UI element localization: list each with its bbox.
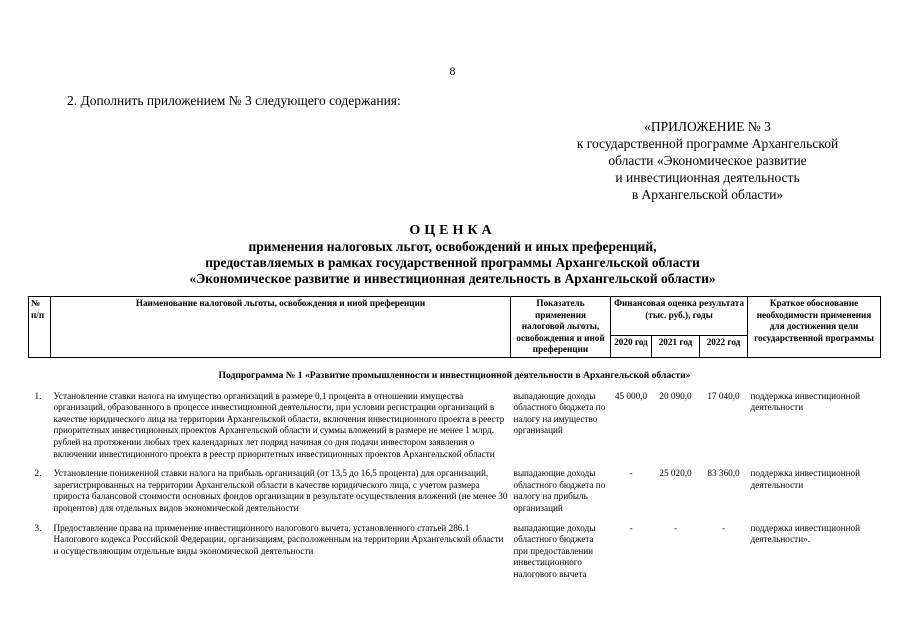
title-line: применения налоговых льгот, освобождений и иных преференций, <box>248 239 657 254</box>
row-value-2020: 45 000,0 <box>614 390 648 401</box>
intro-text: 2. Дополнить приложением № 3 следующего содержания: <box>67 93 401 108</box>
row-number: 2. <box>34 468 42 479</box>
row-value-2020: - <box>629 522 633 533</box>
row-value-2022: 17 040,0 <box>707 390 740 401</box>
table-row <box>29 467 881 521</box>
row-value-2021: - <box>673 522 678 533</box>
assessment-table <box>28 296 881 587</box>
header-year-2022: 2022 год <box>700 336 748 358</box>
row-value-2021: 25 020,0 <box>659 468 692 479</box>
row-number: 3. <box>34 522 42 533</box>
row-name: Предоставление права на применение инвестиционного налогового вычета, установленного статьей 286.1 Налогового кодекса Российской Федерации, организациям, расположенным на территории Архангельской области и осуществляющим отдельные виды экономической деятельности <box>53 522 504 556</box>
header-name: Наименование налоговой льготы, освобождения и иной преференции <box>51 297 511 358</box>
appendix-line: в Архангельской области» <box>631 187 784 202</box>
appendix-line: к государственной программе Архангельской <box>576 136 839 151</box>
row-justification: поддержка инвестиционной деятельности <box>750 468 861 490</box>
row-value-2022: - <box>721 522 726 533</box>
appendix-header <box>540 118 875 203</box>
header-num: № п/п <box>29 297 51 358</box>
appendix-line: области «Экономическое развитие <box>608 153 807 168</box>
page-number: 8 <box>449 64 456 78</box>
row-value-2020: - <box>629 468 633 479</box>
document-title <box>0 222 905 287</box>
header-indicator: Показатель применения налоговой льготы, освобождения и иной преференции <box>511 297 611 358</box>
header-year-2021: 2021 год <box>652 336 700 358</box>
row-indicator: выпадающие доходы областного бюджета по налогу на прибыль организаций <box>513 468 606 513</box>
row-justification: поддержка инвестиционной деятельности». <box>750 522 861 545</box>
header-justification: Краткое обоснование необходимости применения для достижения цели государственной программы <box>748 297 881 358</box>
title-main: ОЦЕНКА <box>409 223 496 238</box>
row-value-2022: 83 360,0 <box>707 468 740 479</box>
row-name: Установление ставки налога на имущество организаций в размере 0,1 процента в отношении имущества организаций, образованного в процессе инвестиционной деятельности, при условии регистрации организаций в качестве юридического лица на территории Архангельской области, включения инвестиционного проекта в реестр приоритетных инвестиционных проектов Архангельской области и суммы вложений в размере не менее 1 млрд. рублей на протяжении любых трех календарных лет подряд начиная со дня подачи инвестором заявления о включении инвестиционного проекта в реестр приоритетных инвестиционных проектов Архангельской области <box>53 390 505 459</box>
row-value-2021: 20 090,0 <box>659 390 692 401</box>
header-year-2020: 2020 год <box>611 336 652 358</box>
row-name: Установление пониженной ставки налога на прибыль организаций (от 13,5 до 16,5 процента) для организаций, зарегистрированных на территории Архангельской области в качестве юридического лица, с учетом размера прироста балансовой стоимости основных фондов организации в результате осуществления вложений (не менее 30 процентов) для отдельных видов экономической деятельности <box>53 468 508 513</box>
table-row <box>29 522 881 588</box>
row-indicator: выпадающие доходы областного бюджета при предоставлении инвестиционного налогового вычета <box>513 522 596 579</box>
row-number: 1. <box>34 390 42 401</box>
table-row <box>29 390 881 468</box>
appendix-line: «ПРИЛОЖЕНИЕ № 3 <box>644 119 771 134</box>
row-indicator: выпадающие доходы областного бюджета по налогу на имущество организаций <box>513 390 606 436</box>
row-justification: поддержка инвестиционной деятельности <box>750 390 861 413</box>
title-line: предоставляемых в рамках государственной программы Архангельской области <box>205 255 700 270</box>
title-line: «Экономическое развитие и инвестиционная деятельность в Архангельской области» <box>189 271 716 286</box>
header-finance: Финансовая оценка результата (тыс. руб.), годы <box>611 297 748 336</box>
appendix-line: и инвестиционная деятельность <box>615 170 800 185</box>
subprogram-title: Подпрограмма № 1 «Развитие промышленности и инвестиционной деятельности в Архангельской области» <box>218 369 691 381</box>
